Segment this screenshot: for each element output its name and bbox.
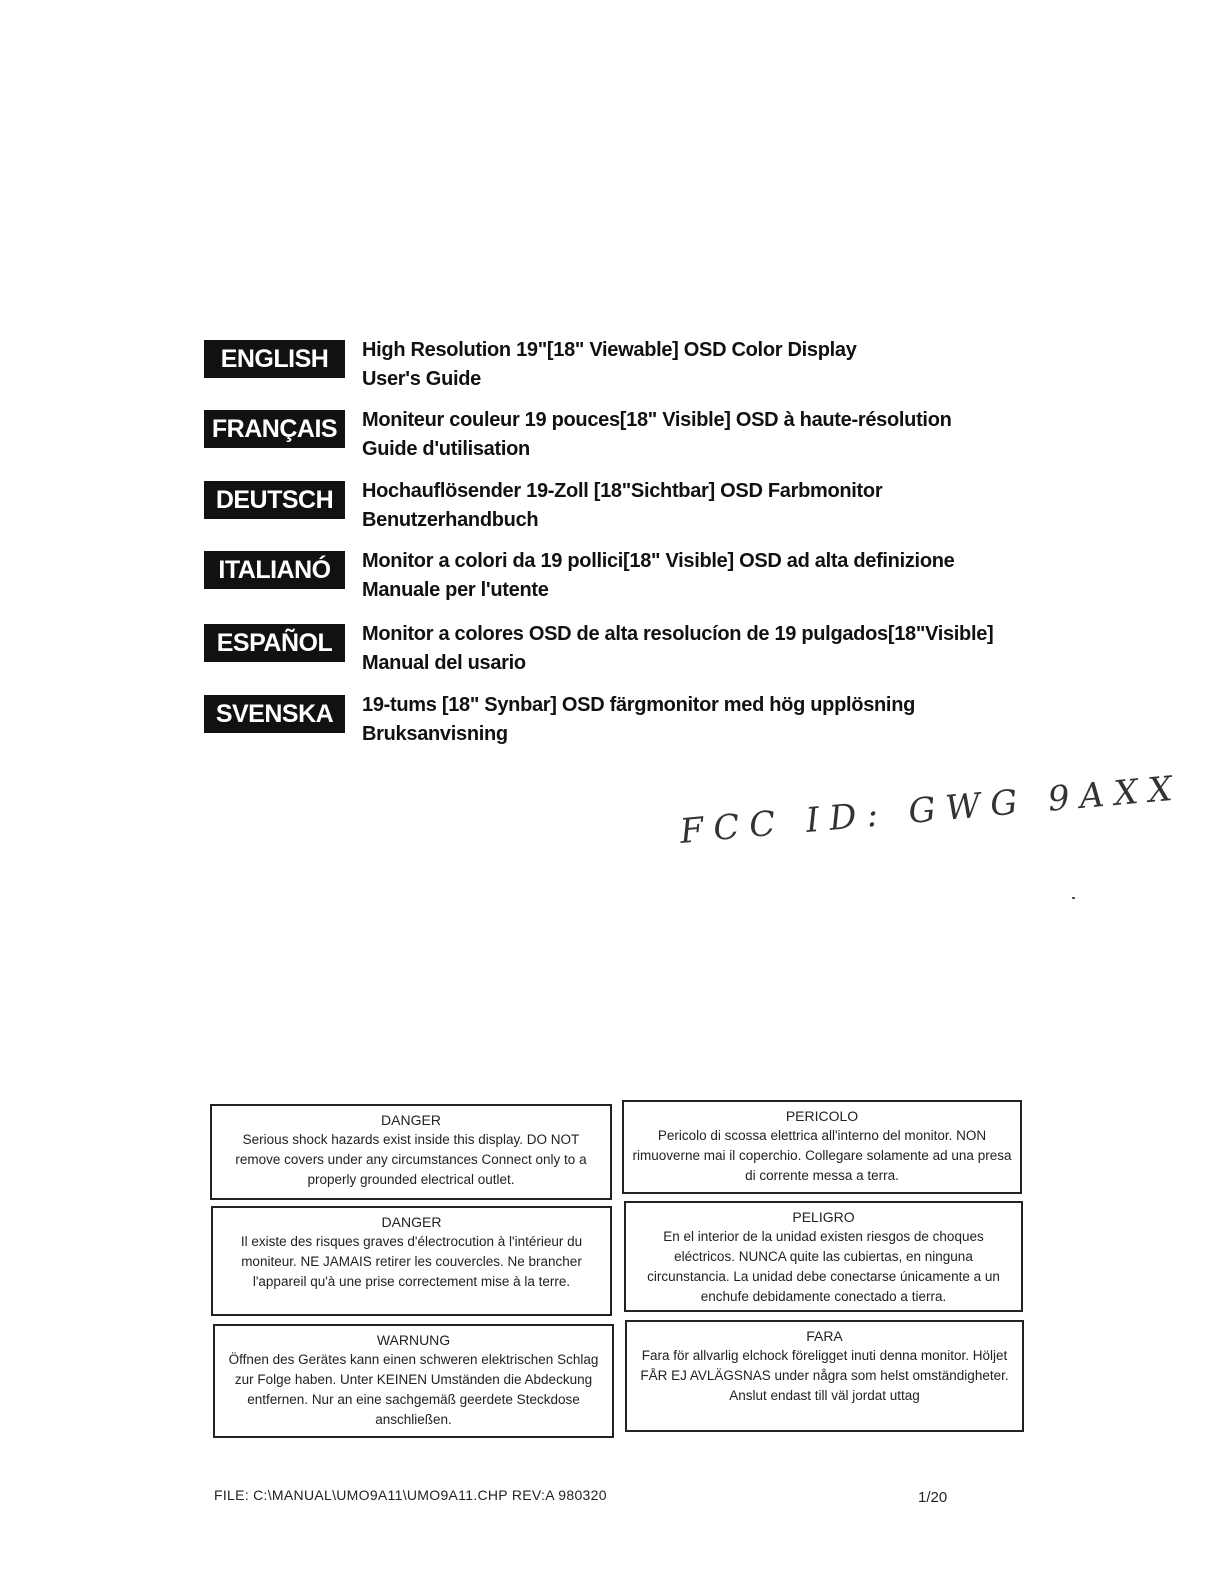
warning-box-fara [625, 1320, 1024, 1432]
handwritten-fcc-id: FCC ID: GWG 9AXX [678, 768, 1184, 852]
product-title: Monitor a colori da 19 pollici[18" Visible] OSD ad alta definizione [362, 550, 955, 572]
guide-subtitle: Manual del usario [362, 652, 526, 674]
language-row-english [204, 336, 1024, 398]
language-row-francais [204, 406, 1024, 468]
guide-subtitle: User's Guide [362, 368, 481, 390]
product-title: 19-tums [18" Synbar] OSD färgmonitor med hög upplösning [362, 694, 916, 716]
product-title: Monitor a colores OSD de alta resolucíon de 19 pulgados[18"Visible] [362, 623, 994, 645]
warning-text: Serious shock hazards exist inside this display. DO NOT remove covers under any circumstances Connect only to a properly grounded electrical outlet. [235, 1132, 587, 1187]
language-badge: DEUTSCH [204, 481, 345, 519]
warning-title: DANGER [381, 1112, 441, 1128]
language-badge: ITALIANÓ [204, 551, 345, 589]
warning-title: DANGER [381, 1214, 442, 1230]
language-title [362, 547, 954, 605]
guide-subtitle: Benutzerhandbuch [362, 509, 539, 531]
page-number: 1/20 [918, 1489, 948, 1506]
warning-box-pericolo [622, 1100, 1022, 1194]
language-badge: FRANÇAIS [204, 410, 345, 448]
warning-title: PERICOLO [785, 1108, 859, 1124]
warning-box-danger-en [210, 1104, 612, 1200]
warning-title: PELIGRO [792, 1209, 855, 1225]
warning-text: Il existe des risques graves d'électrocution à l'intérieur du moniteur. NE JAMAIS retirer les couvercles. Ne brancher l'appareil qu'à une prise correctement mise à la terre. [240, 1234, 583, 1289]
warning-text: En el interior de la unidad existen riesgos de choques eléctricos. NUNCA quite las cubiertas, en ninguna circunstancia. La unidad debe conectarse únicamente a un enchufe debidamente conectado a tierra. [647, 1229, 1000, 1304]
language-badge: SVENSKA [204, 695, 345, 733]
language-badge: ESPAÑOL [204, 624, 345, 662]
guide-subtitle: Bruksanvisning [362, 723, 508, 745]
warning-text: Pericolo di scossa elettrica all'interno del monitor. NON rimuoverne mai il coperchio. Collegare solamente ad una presa di corrente messa a terra. [632, 1128, 1012, 1183]
language-title [362, 336, 857, 394]
warning-box-peligro [624, 1201, 1023, 1312]
warning-title: FARA [806, 1328, 843, 1344]
language-title [362, 477, 882, 535]
warning-box-warnung [213, 1324, 614, 1438]
warning-text: Fara för allvarlig elchock föreligget inuti denna monitor. Höljet FÅR EJ AVLÄGSNAS under några som helst omständigheter. Anslut endast till väl jordat uttag [640, 1348, 1009, 1403]
language-title [362, 620, 993, 678]
language-row-espanol [204, 620, 1024, 682]
guide-subtitle: Manuale per l'utente [362, 579, 549, 601]
language-row-svenska [204, 691, 1024, 753]
warning-text: Öffnen des Gerätes kann einen schweren elektrischen Schlag zur Folge haben. Unter KEINEN Umständen die Abdeckung entfernen. Nur an eine sachgemäß geerdete Steckdose anschließen. [228, 1352, 599, 1427]
product-title: High Resolution 19"[18" Viewable] OSD Color Display [362, 339, 857, 361]
language-row-deutsch [204, 477, 1024, 539]
warning-title: WARNUNG [376, 1332, 451, 1348]
guide-subtitle: Guide d'utilisation [362, 438, 530, 460]
product-title: Hochauflösender 19-Zoll [18"Sichtbar] OSD Farbmonitor [362, 480, 883, 502]
stray-mark [1072, 897, 1075, 899]
language-title [362, 406, 952, 464]
warning-box-danger-fr [211, 1206, 612, 1316]
product-title: Moniteur couleur 19 pouces[18" Visible] OSD à haute-résolution [362, 409, 952, 431]
language-badge: ENGLISH [204, 340, 345, 378]
language-row-italiano [204, 547, 1024, 609]
footer-file-path: FILE: C:\MANUAL\UMO9A11\UMO9A11.CHP REV:A 980320 [214, 1487, 607, 1503]
language-title [362, 691, 915, 749]
